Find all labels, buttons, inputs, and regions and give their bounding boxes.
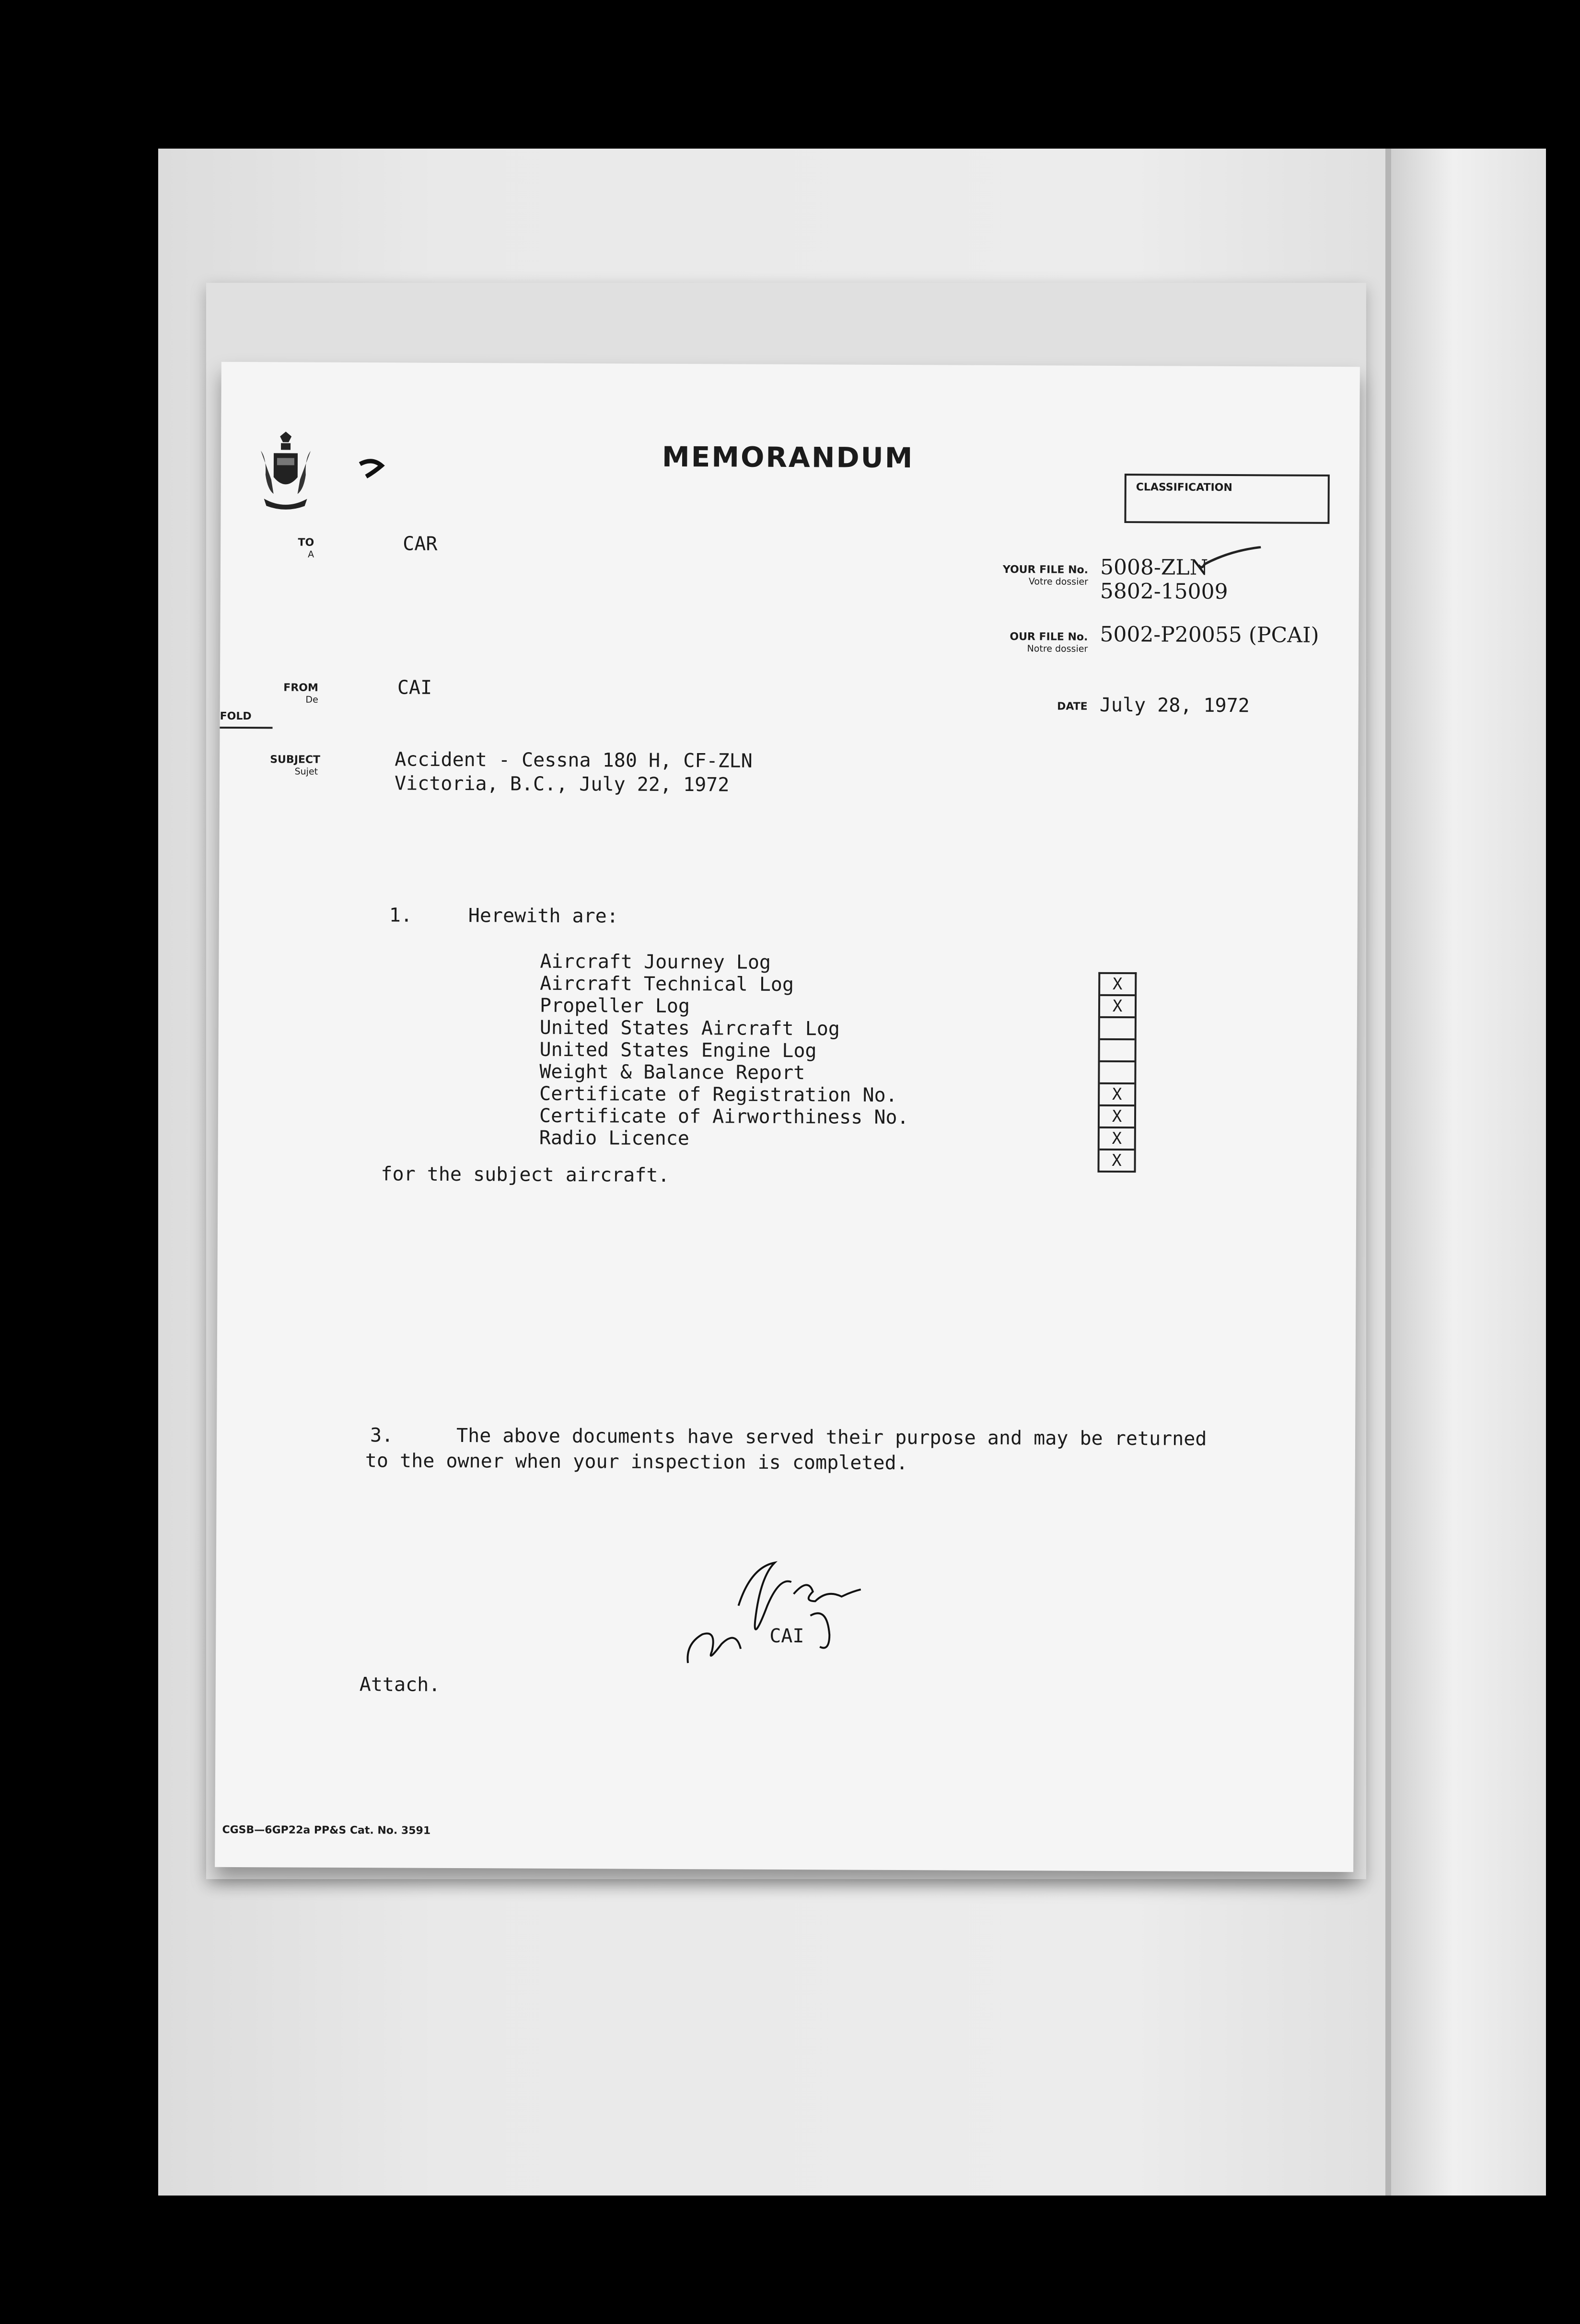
form-number: CGSB—6GP22a PP&S Cat. No. 3591: [222, 1824, 431, 1837]
para3-number: 3.: [370, 1424, 394, 1447]
attach-label: Attach.: [359, 1673, 441, 1696]
checkbox-column: [1098, 972, 1137, 1173]
list-item: United States Aircraft Log: [539, 1016, 840, 1040]
ink-mark-icon: [358, 458, 386, 482]
from-value: CAI: [397, 676, 432, 699]
list-item: Aircraft Technical Log: [540, 972, 794, 996]
checkbox: [1100, 1062, 1134, 1084]
from-label: FROM De: [283, 682, 318, 705]
checkbox: X: [1100, 996, 1135, 1018]
para3-line-1: The above documents have served their purpose and may be returned: [456, 1424, 1207, 1450]
checkbox: X: [1100, 974, 1135, 996]
to-value: CAR: [403, 533, 438, 555]
handwritten-signature-icon: [683, 1548, 885, 1669]
our-file-label: OUR FILE No. Notre dossier: [1010, 631, 1088, 654]
checkbox: X: [1100, 1084, 1134, 1106]
check-tick-icon: [1196, 546, 1263, 575]
microfilm-side-strip: [1391, 149, 1546, 2196]
list-item: Certificate of Registration No.: [539, 1082, 897, 1106]
checkbox: [1100, 1040, 1135, 1062]
our-file-value: 5002-P20055 (PCAI): [1100, 622, 1319, 648]
classification-label: CLASSIFICATION: [1136, 481, 1232, 494]
memo-heading: MEMORANDUM: [662, 440, 914, 475]
list-item: Weight & Balance Report: [539, 1060, 805, 1084]
para1-text: Herewith are:: [468, 905, 619, 928]
list-item: Aircraft Journey Log: [540, 950, 771, 974]
list-item: Certificate of Airworthiness No.: [539, 1104, 909, 1129]
para1-number: 1.: [389, 904, 413, 927]
to-label: TO A: [298, 536, 314, 560]
subject-line-1: Accident - Cessna 180 H, CF-ZLN: [395, 748, 753, 772]
checkbox: X: [1100, 1128, 1134, 1150]
para3-line-2: to the owner when your inspection is completed.: [365, 1450, 908, 1475]
classification-box: [1124, 474, 1329, 524]
fold-label: FOLD: [220, 710, 252, 723]
document-list: [539, 951, 909, 1150]
list-item: Propeller Log: [539, 994, 690, 1018]
checkbox: X: [1100, 1150, 1134, 1173]
coat-of-arms-icon: [256, 431, 314, 513]
memorandum-sheet: [215, 362, 1360, 1872]
frame-edge-line: [1385, 149, 1391, 2196]
subject-line-2: Victoria, B.C., July 22, 1972: [394, 772, 730, 796]
subject-label: SUBJECT Sujet: [270, 754, 321, 777]
date-label: DATE: [1057, 700, 1088, 713]
your-file-label: YOUR FILE No. Votre dossier: [1002, 563, 1089, 587]
checkbox: [1100, 1018, 1135, 1040]
list-item: United States Engine Log: [539, 1038, 817, 1062]
list-item: Radio Licence: [539, 1127, 689, 1150]
checkbox: X: [1100, 1106, 1134, 1128]
your-file-value-1: 5008-ZLN: [1100, 555, 1208, 580]
date-value: July 28, 1972: [1099, 694, 1250, 717]
fold-line: [220, 727, 273, 729]
your-file-value-2: 5802-15009: [1100, 579, 1228, 604]
for-aircraft-line: for the subject aircraft.: [381, 1163, 670, 1186]
signature-title: CAI: [769, 1625, 804, 1648]
